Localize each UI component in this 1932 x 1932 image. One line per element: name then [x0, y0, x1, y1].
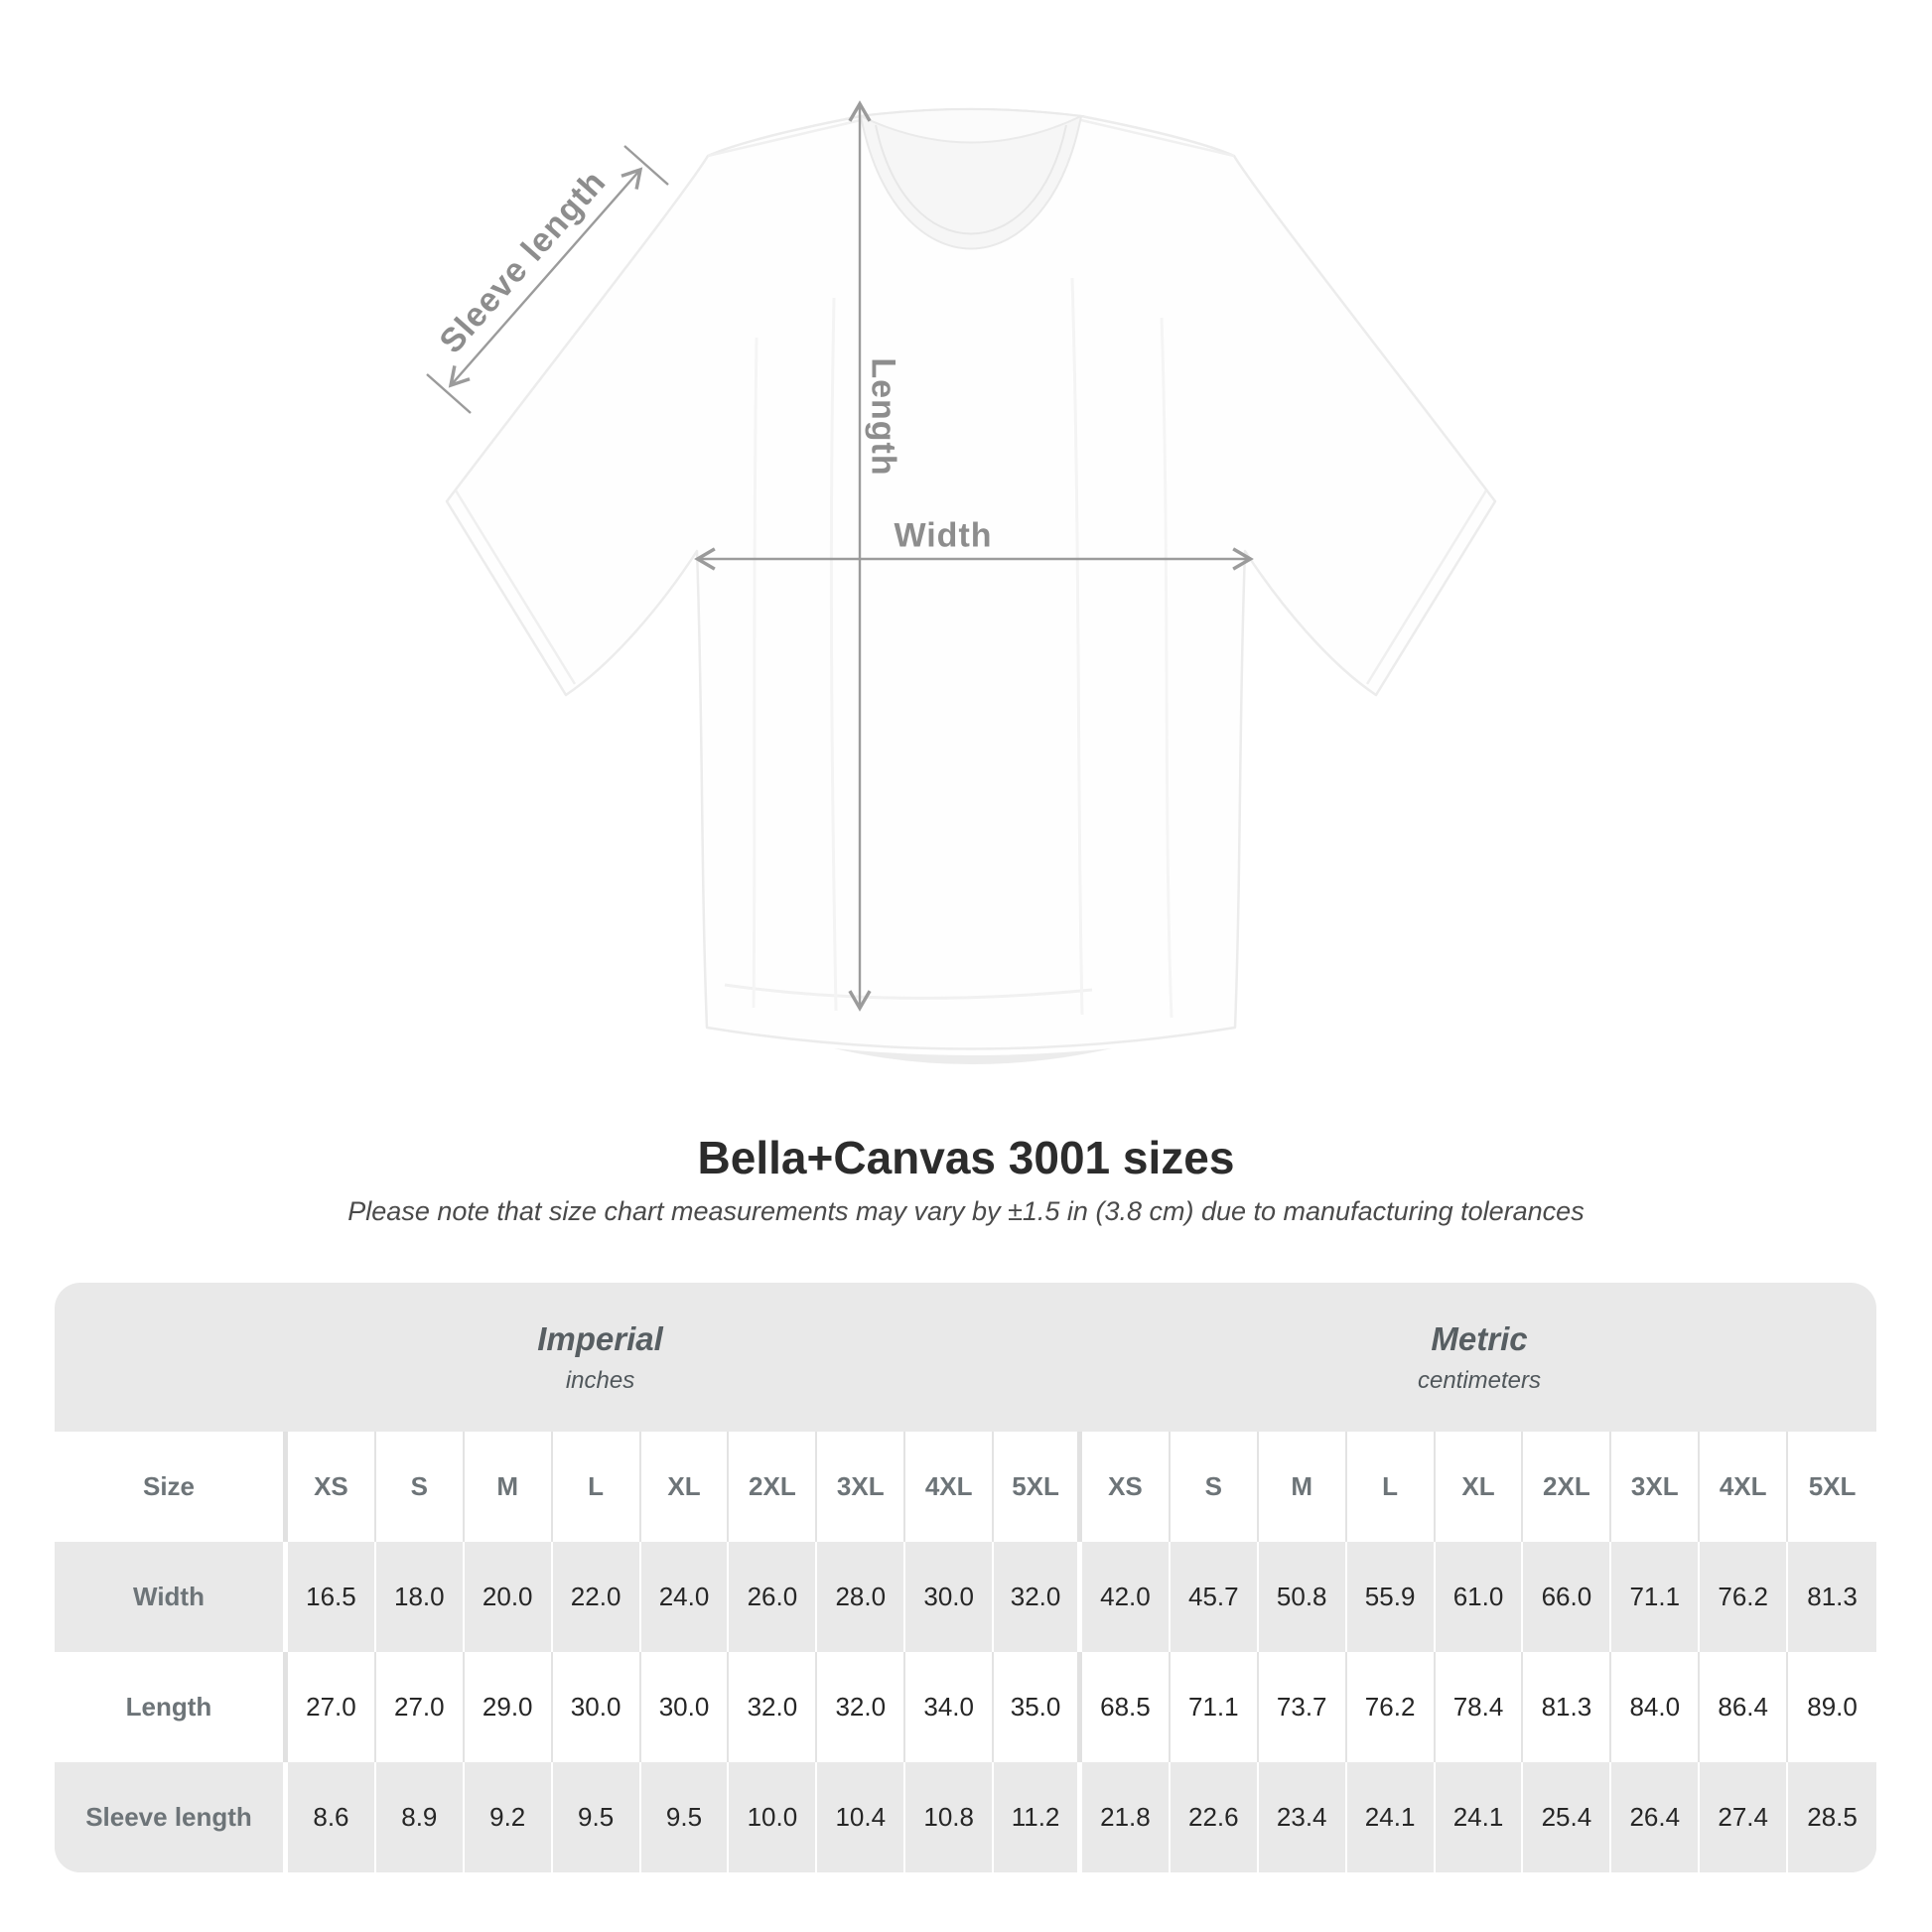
size-header-cell: L [1347, 1432, 1436, 1542]
size-header-cell: XL [1436, 1432, 1524, 1542]
value-cell: 10.4 [817, 1762, 905, 1872]
value-cell: 50.8 [1259, 1542, 1347, 1652]
value-cell: 28.0 [817, 1542, 905, 1652]
value-cell: 68.5 [1082, 1652, 1171, 1762]
value-cell: 18.0 [376, 1542, 465, 1652]
value-cell: 45.7 [1171, 1542, 1259, 1652]
page-title: Bella+Canvas 3001 sizes [697, 1132, 1235, 1183]
width-dimension-label: Width [894, 516, 993, 555]
length-row [55, 1652, 1876, 1762]
size-header-cell: 4XL [1700, 1432, 1788, 1542]
units-header-band [55, 1283, 1876, 1432]
size-header-cell: XS [288, 1432, 376, 1542]
value-cell: 20.0 [465, 1542, 553, 1652]
size-header-cell: 2XL [1523, 1432, 1611, 1542]
value-cell: 76.2 [1700, 1542, 1788, 1652]
value-cell: 30.0 [905, 1542, 994, 1652]
size-header-cell: L [553, 1432, 641, 1542]
value-cell: 86.4 [1700, 1652, 1788, 1762]
value-cell: 9.5 [641, 1762, 730, 1872]
value-cell: 9.2 [465, 1762, 553, 1872]
length-dimension-label: Length [864, 357, 902, 477]
value-cell: 11.2 [994, 1762, 1082, 1872]
value-cell: 22.6 [1171, 1762, 1259, 1872]
imperial-label: Imperial [537, 1319, 663, 1357]
value-cell: 26.0 [729, 1542, 817, 1652]
row-label: Sleeve length [55, 1762, 288, 1872]
size-header-cell: S [1171, 1432, 1259, 1542]
value-cell: 71.1 [1171, 1652, 1259, 1762]
value-cell: 78.4 [1436, 1652, 1524, 1762]
row-label: Width [55, 1542, 288, 1652]
value-cell: 10.8 [905, 1762, 994, 1872]
value-cell: 76.2 [1347, 1652, 1436, 1762]
value-cell: 32.0 [729, 1652, 817, 1762]
value-cell: 27.0 [376, 1652, 465, 1762]
value-cell: 61.0 [1436, 1542, 1524, 1652]
row-label: Length [55, 1652, 288, 1762]
value-cell: 30.0 [641, 1652, 730, 1762]
value-cell: 21.8 [1082, 1762, 1171, 1872]
value-cell: 66.0 [1523, 1542, 1611, 1652]
value-cell: 25.4 [1523, 1762, 1611, 1872]
sleeve-length-row [55, 1762, 1876, 1872]
width-row [55, 1542, 1876, 1652]
size-header-cell: S [376, 1432, 465, 1542]
value-cell: 32.0 [994, 1542, 1082, 1652]
value-cell: 26.4 [1611, 1762, 1700, 1872]
value-cell: 32.0 [817, 1652, 905, 1762]
value-cell: 8.6 [288, 1762, 376, 1872]
size-header-cell: 3XL [1611, 1432, 1700, 1542]
value-cell: 28.5 [1807, 1802, 1858, 1832]
value-cell: 84.0 [1611, 1652, 1700, 1762]
size-header-cell: XL [641, 1432, 730, 1542]
metric-label: Metric [1431, 1319, 1528, 1357]
value-cell: 27.4 [1700, 1762, 1788, 1872]
value-cell: 9.5 [553, 1762, 641, 1872]
size-header-cell: 5XL [994, 1432, 1082, 1542]
imperial-unit-label: inches [565, 1366, 635, 1394]
size-header-row [55, 1432, 1876, 1542]
size-header-cell: 3XL [817, 1432, 905, 1542]
value-cell: 81.3 [1807, 1582, 1858, 1611]
value-cell: 16.5 [288, 1542, 376, 1652]
value-cell: 23.4 [1259, 1762, 1347, 1872]
value-cell: 10.0 [729, 1762, 817, 1872]
value-cell: 30.0 [553, 1652, 641, 1762]
tshirt-body [447, 109, 1495, 1064]
metric-section-header [1082, 1283, 1876, 1432]
value-cell: 8.9 [376, 1762, 465, 1872]
tolerance-note: Please note that size chart measurements may vary by ±1.5 in (3.8 cm) due to manufacturing tolerances [347, 1196, 1585, 1226]
value-cell: 24.1 [1436, 1762, 1524, 1872]
size-header-cell: M [465, 1432, 553, 1542]
value-cell: 42.0 [1082, 1542, 1171, 1652]
value-cell: 73.7 [1259, 1652, 1347, 1762]
size-column-header: Size [55, 1432, 288, 1542]
sleeve-length-dimension-label: Sleeve length [432, 163, 614, 361]
value-cell: 29.0 [465, 1652, 553, 1762]
size-header-cell: 5XL [1808, 1471, 1857, 1501]
size-header-cell: XS [1082, 1432, 1171, 1542]
value-cell: 71.1 [1611, 1542, 1700, 1652]
value-cell: 35.0 [994, 1652, 1082, 1762]
value-cell: 34.0 [905, 1652, 994, 1762]
size-header-cell: 4XL [905, 1432, 994, 1542]
value-cell: 89.0 [1807, 1692, 1858, 1722]
size-chart-panel [55, 1283, 1876, 1872]
value-cell: 24.1 [1347, 1762, 1436, 1872]
value-cell: 55.9 [1347, 1542, 1436, 1652]
size-header-cell: 2XL [729, 1432, 817, 1542]
value-cell: 27.0 [288, 1652, 376, 1762]
metric-unit-label: centimeters [1417, 1366, 1542, 1394]
imperial-section-header [55, 1283, 1082, 1432]
value-cell: 22.0 [553, 1542, 641, 1652]
value-cell: 24.0 [641, 1542, 730, 1652]
value-cell: 81.3 [1523, 1652, 1611, 1762]
size-header-cell: M [1259, 1432, 1347, 1542]
